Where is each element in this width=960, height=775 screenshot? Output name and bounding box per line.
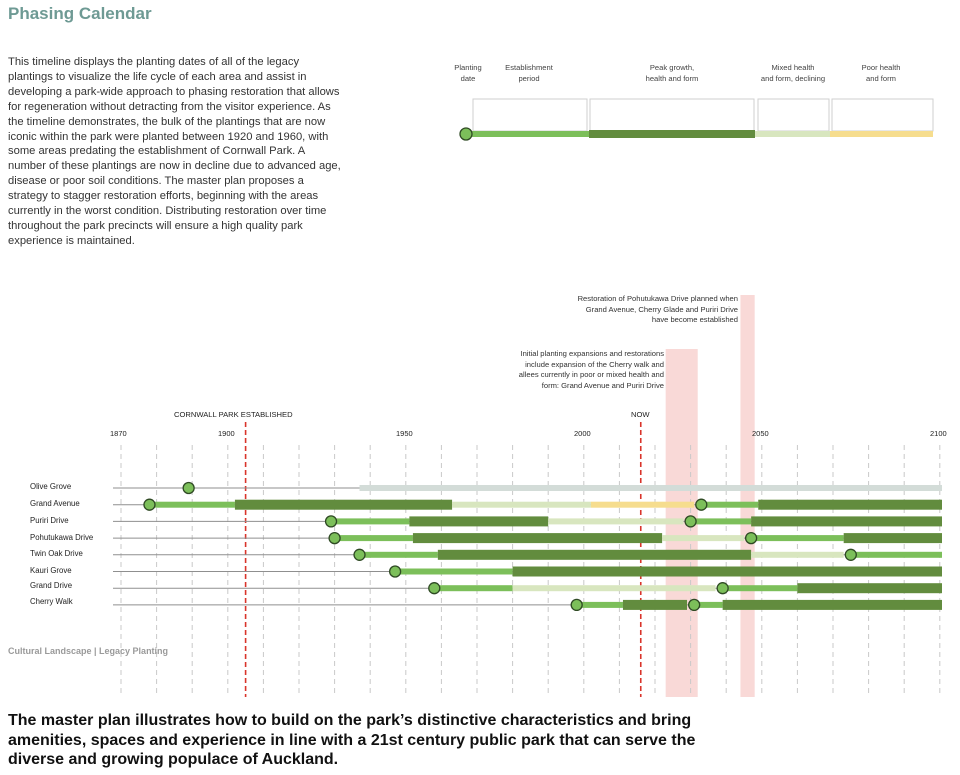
tick-label: 2100 (930, 429, 947, 438)
row-label-twin-oak-drive: Twin Oak Drive (30, 549, 83, 558)
phase-segment-establishment (149, 502, 234, 508)
phase-segment-unknown (360, 485, 942, 491)
legend-poor-label: Poor health and form (861, 63, 901, 83)
legend-poor-swatch (830, 131, 933, 137)
note-pohutukawa-restoration: Restoration of Pohutukawa Drive planned when Grand Avenue, Cherry Glade and Puriri Drive have become established (577, 294, 738, 324)
legend-establishment-label: Establishment period (505, 63, 553, 83)
phase-segment-peak (844, 533, 942, 543)
phase-segment-establishment (723, 585, 798, 591)
row-label-pohutukawa-drive: Pohutukawa Drive (30, 533, 94, 542)
phase-segment-peak (409, 516, 548, 526)
legend-mixed-label: Mixed health and form, declining (760, 63, 826, 83)
planting-date-dot (571, 599, 582, 610)
tick-label: 1870 (110, 429, 127, 438)
phase-segment-peak (623, 600, 687, 610)
phase-segment-peak (723, 600, 942, 610)
planting-date-dot (390, 566, 401, 577)
row-label-grand-drive: Grand Drive (30, 581, 73, 590)
page-title: Phasing Calendar (8, 4, 152, 23)
row-label-puriri-drive: Puriri Drive (30, 516, 69, 525)
phase-segment-establishment (751, 535, 844, 541)
legend-planting-dot (460, 128, 472, 140)
planting-date-dot (144, 499, 155, 510)
legend-peak-swatch (589, 130, 755, 138)
planting-date-dot (746, 533, 757, 544)
planting-date-dot (717, 583, 728, 594)
phase-segment-peak (438, 550, 751, 560)
row-label-grand-avenue: Grand Avenue (30, 499, 80, 508)
phase-segment-peak (797, 583, 942, 593)
phase-segment-establishment (395, 569, 512, 575)
phase-segment-mixed (751, 552, 844, 558)
phase-segment-mixed (548, 518, 683, 524)
phase-segment-peak (751, 516, 942, 526)
phase-segment-establishment (360, 552, 438, 558)
restoration-band (740, 295, 754, 697)
phase-segment-peak (513, 567, 942, 577)
phase-segment-establishment (434, 585, 512, 591)
phase-segment-mixed (662, 535, 744, 541)
legend-mixed-swatch (755, 131, 830, 137)
phase-segment-establishment (335, 535, 413, 541)
phase-segment-poor (591, 502, 694, 508)
row-label-cherry-walk: Cherry Walk (30, 597, 73, 606)
planting-date-dot (685, 516, 696, 527)
section-caption: Cultural Landscape | Legacy Planting (8, 646, 169, 656)
phase-segment-establishment (331, 518, 409, 524)
summary-statement: The master plan illustrates how to build on the park’s distinctive characteristics and bring amenities, spaces and experience in line with a 21st century public park that can serve the diverse and growing populace of Auckland. (8, 712, 696, 768)
planting-date-dot (183, 483, 194, 494)
phase-segment-mixed (452, 502, 591, 508)
phase-segment-establishment (851, 552, 942, 558)
planting-date-dot (696, 499, 707, 510)
phase-segment-mixed (513, 585, 716, 591)
phase-segment-establishment (691, 518, 752, 524)
row-label-olive-grove: Olive Grove (30, 482, 72, 491)
legend-graphic (460, 99, 933, 140)
phase-segment-peak (413, 533, 662, 543)
tick-label: 1900 (218, 429, 235, 438)
planting-date-dot (354, 549, 365, 560)
row-label-kauri-grove: Kauri Grove (30, 566, 72, 575)
tick-label: 2000 (574, 429, 591, 438)
planting-date-dot (845, 549, 856, 560)
intro-paragraph: This timeline displays the planting dates of all of the legacy plantings to visualize the life cycle of each area and assist in developing a park-wide approach to phasing restoration that allows for regeneration without detracting from the visitor experience. As the timeline demonstrates, the bulk of the plantings that are now iconic within the park were planted between 1920 and 1960, with some areas predating the establishment of Cornwall Park. A number of these plantings are now in decline due to advanced age, disease or poor soil conditions. The master plan proposes a strategy to stagger restoration efforts, beginning with the areas currently in the worst condition. Distributing restoration over time throughout the park precincts will ensure a high quality park experience is maintained. (8, 56, 341, 247)
planting-date-dot (326, 516, 337, 527)
legend-peak-label: Peak growth, health and form (645, 63, 699, 83)
legend-establishment-swatch (466, 131, 589, 137)
established-marker-label: CORNWALL PARK ESTABLISHED (174, 410, 293, 419)
legend-planting-label: Planting date (454, 63, 482, 83)
phase-segment-peak (758, 500, 942, 510)
planting-date-dot (329, 533, 340, 544)
tick-label: 1950 (396, 429, 413, 438)
planting-date-dot (689, 599, 700, 610)
now-marker-label: NOW (631, 410, 650, 419)
note-initial-planting: Initial planting expansions and restorations include expansion of the Cherry walk and allees currently in poor or mixed health and form: Grand Avenue and Puriri Drive (518, 349, 664, 390)
phase-segment-establishment (577, 602, 623, 608)
phase-segment-establishment (701, 502, 758, 508)
planting-date-dot (429, 583, 440, 594)
tick-label: 2050 (752, 429, 769, 438)
phase-segment-peak (235, 500, 452, 510)
